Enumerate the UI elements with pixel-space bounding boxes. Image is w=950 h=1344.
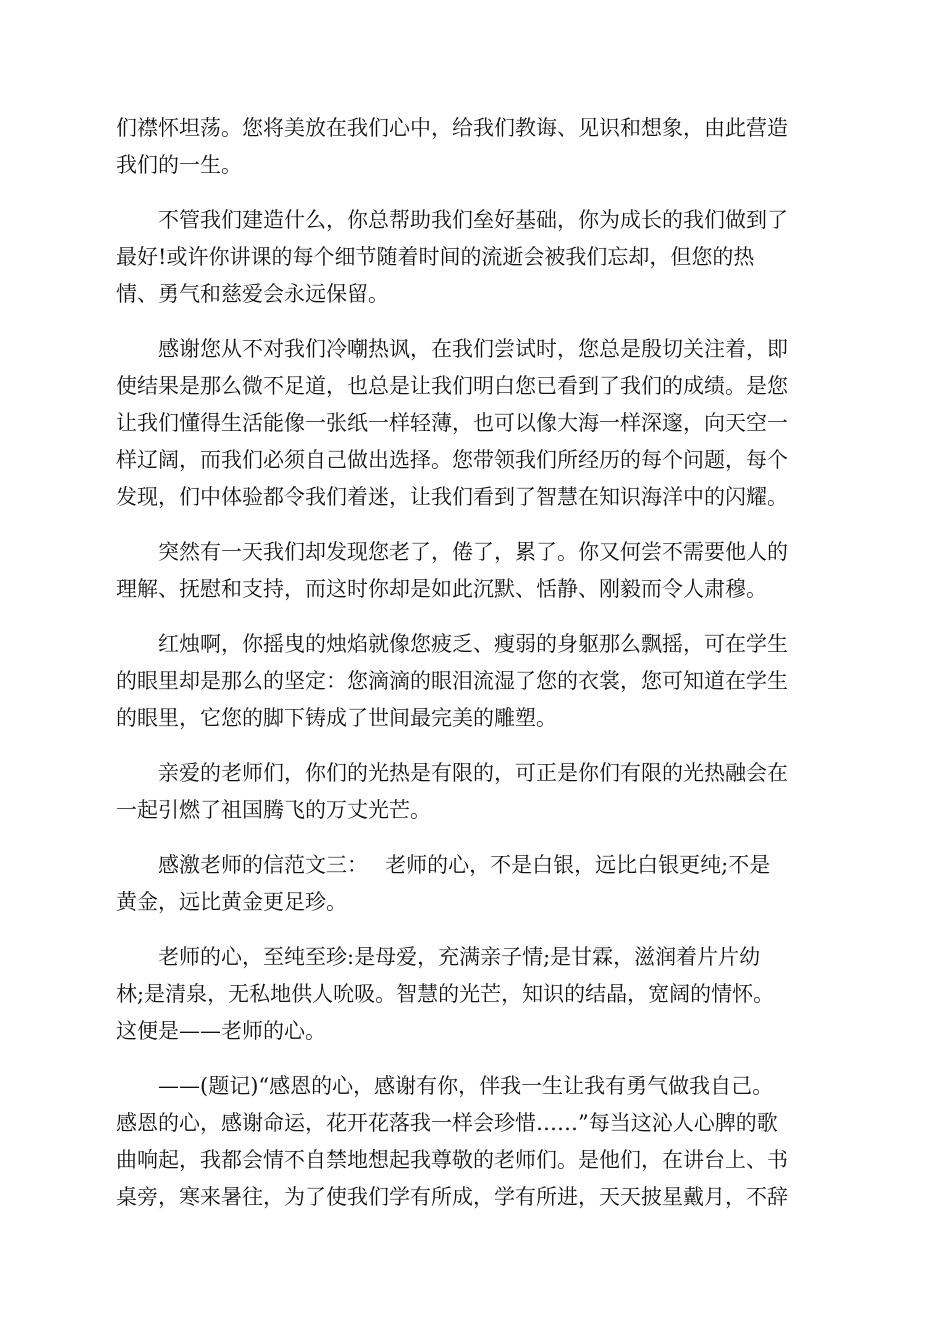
text-line: 林;是清泉，无私地供人吮吸。智慧的光芒，知识的结晶，宽阔的情怀。 (116, 982, 775, 1006)
paragraph (116, 939, 836, 1050)
text-line: 曲响起，我都会情不自禁地想起我尊敬的老师们。是他们，在讲台上、书 (116, 1148, 788, 1172)
text-line: 老师的心，至纯至珍:是母爱，充满亲子情;是甘霖，滋润着片片幼 (158, 945, 761, 969)
paragraph (116, 331, 836, 516)
paragraph (116, 202, 836, 313)
paragraph (116, 110, 836, 184)
text-line: 亲爱的老师们，你们的光热是有限的，可正是你们有限的光热融会在 (158, 761, 788, 785)
paragraph (116, 1068, 836, 1216)
document-body (116, 110, 836, 1234)
text-line: 黄金，远比黄金更足珍。 (116, 890, 347, 914)
text-line: 不管我们建造什么，你总帮助我们垒好基础，你为成长的我们做到了 (158, 208, 788, 232)
text-line: 们襟怀坦荡。您将美放在我们心中，给我们教诲、见识和想象，由此营造 (116, 116, 788, 140)
text-line: 发现，们中体验都令我们着迷，让我们看到了智慧在知识海洋中的闪耀。 (116, 485, 788, 509)
text-line: 这便是——老师的心。 (116, 1019, 326, 1043)
text-line: 最好!或许你讲课的每个细节随着时间的流逝会被我们忘却，但您的热 (116, 245, 755, 269)
text-line: 感激老师的信范文三： 老师的心，不是白银，远比白银更纯;不是 (158, 853, 771, 877)
text-line: 让我们懂得生活能像一张纸一样轻薄，也可以像大海一样深邃，向天空一 (116, 411, 788, 435)
paragraph (116, 626, 836, 737)
text-line: 情、勇气和慈爱会永远保留。 (116, 282, 389, 306)
paragraph (116, 755, 836, 829)
text-line: 样辽阔，而我们必须自己做出选择。您带领我们所经历的每个问题，每个 (116, 448, 788, 472)
text-line: 桌旁，寒来暑往，为了使我们学有所成，学有所进，天天披星戴月，不辞 (116, 1185, 788, 1209)
paragraph (116, 847, 836, 921)
text-line: 感恩的心，感谢命运，花开花落我一样会珍惜……”每当这沁人心脾的歌 (116, 1111, 778, 1135)
text-line: 的眼里，它您的脚下铸成了世间最完美的雕塑。 (116, 706, 557, 730)
text-line: 突然有一天我们却发现您老了，倦了，累了。你又何尝不需要他人的 (158, 540, 788, 564)
text-line: 使结果是那么微不足道，也总是让我们明白您已看到了我们的成绩。是您 (116, 374, 788, 398)
text-line: 理解、抚慰和支持，而这时你却是如此沉默、恬静、刚毅而令人肃穆。 (116, 577, 767, 601)
paragraph (116, 534, 836, 608)
text-line: 红烛啊，你摇曳的烛焰就像您疲乏、瘦弱的身躯那么飘摇，可在学生 (158, 632, 788, 656)
text-line: ——(题记)“感恩的心，感谢有你，伴我一生让我有勇气做我自己。 (158, 1074, 774, 1098)
text-line: 我们的一生。 (116, 153, 242, 177)
text-line: 一起引燃了祖国腾飞的万丈光芒。 (116, 798, 431, 822)
text-line: 感谢您从不对我们冷嘲热讽，在我们尝试时，您总是殷切关注着，即 (158, 337, 788, 361)
text-line: 的眼里却是那么的坚定：您滴滴的眼泪流湿了您的衣裳，您可知道在学生 (116, 669, 788, 693)
